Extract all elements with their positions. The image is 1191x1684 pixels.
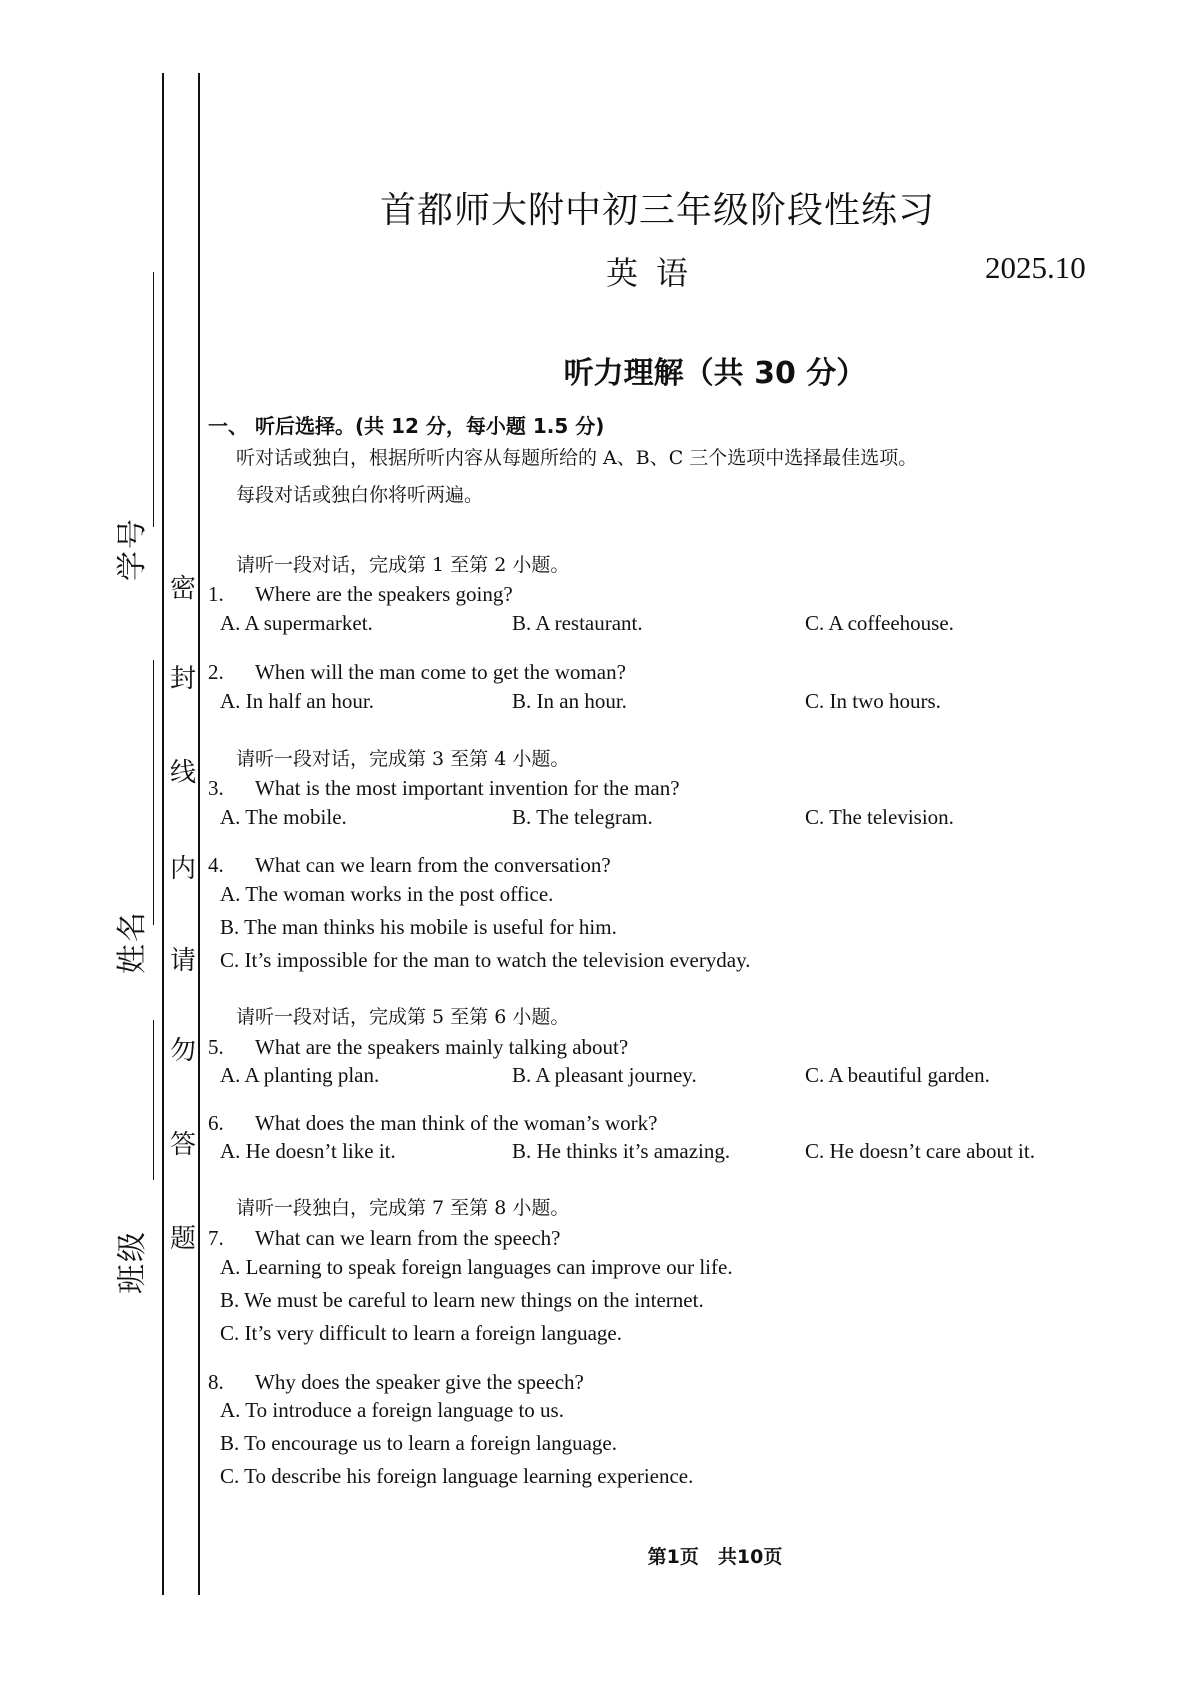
exam-title: 首都师大附中初三年级阶段性练习 <box>380 190 936 231</box>
seal-char: 线 <box>169 758 196 788</box>
instruction-line: 每段对话或独白你将听两遍。 <box>236 484 484 506</box>
question-text: When will the man come to get the woman? <box>255 660 626 684</box>
question-text: What are the speakers mainly talking about? <box>255 1035 629 1059</box>
question-text: What can we learn from the conversation? <box>255 853 611 877</box>
option-c[interactable]: C. A beautiful garden. <box>805 1063 990 1087</box>
seal-char: 题 <box>169 1224 196 1254</box>
option-b[interactable]: B. He thinks it’s amazing. <box>512 1139 731 1163</box>
student-id-underline <box>153 272 154 527</box>
question-number: 6. <box>208 1111 224 1135</box>
exam-date: 2025.10 <box>985 250 1086 285</box>
group-intro: 请听一段对话，完成第 5 至第 6 小题。 <box>236 1006 570 1028</box>
option-c[interactable]: C. He doesn’t care about it. <box>805 1139 1035 1163</box>
question-text: Why does the speaker give the speech? <box>255 1370 584 1394</box>
name-label: 姓名 <box>115 910 150 974</box>
option-a[interactable]: A. The woman works in the post office. <box>220 882 554 906</box>
instruction-line: 听对话或独白，根据所听内容从每题所给的 A、B、C 三个选项中选择最佳选项。 <box>236 447 918 469</box>
page-footer: 第1页 共10页 <box>647 1546 783 1568</box>
seal-char: 密 <box>169 574 196 604</box>
student-id-label: 学号 <box>115 517 150 581</box>
option-a[interactable]: A. Learning to speak foreign languages can improve our life. <box>220 1255 733 1279</box>
seal-char: 封 <box>169 664 196 694</box>
seal-char: 请 <box>169 946 196 976</box>
question-text: What does the man think of the woman’s work? <box>255 1111 658 1135</box>
option-c[interactable]: C. In two hours. <box>805 689 941 713</box>
option-a[interactable]: A. A planting plan. <box>220 1063 380 1087</box>
option-b[interactable]: B. A restaurant. <box>512 611 643 635</box>
question-number: 3. <box>208 776 224 800</box>
name-underline <box>153 660 154 925</box>
option-a[interactable]: A. He doesn’t like it. <box>220 1139 396 1163</box>
question-text: What can we learn from the speech? <box>255 1226 561 1250</box>
option-b[interactable]: B. To encourage us to learn a foreign language. <box>220 1431 618 1455</box>
option-c[interactable]: C. To describe his foreign language learning experience. <box>220 1464 694 1488</box>
group-intro: 请听一段对话，完成第 3 至第 4 小题。 <box>236 748 570 770</box>
option-a[interactable]: A. To introduce a foreign language to us. <box>220 1398 564 1422</box>
class-label: 班级 <box>115 1230 150 1294</box>
group-intro: 请听一段独白，完成第 7 至第 8 小题。 <box>236 1197 570 1219</box>
option-b[interactable]: B. We must be careful to learn new things on the internet. <box>220 1288 704 1312</box>
question-text: Where are the speakers going? <box>255 582 513 606</box>
option-b[interactable]: B. The telegram. <box>512 805 653 829</box>
option-c[interactable]: C. It’s impossible for the man to watch the television everyday. <box>220 948 751 972</box>
question-text: What is the most important invention for the man? <box>255 776 680 800</box>
option-a[interactable]: A. A supermarket. <box>220 611 373 635</box>
question-number: 1. <box>208 582 224 606</box>
section-title: 听力理解（共 30 分） <box>563 356 867 391</box>
option-c[interactable]: C. It’s very difficult to learn a foreign language. <box>220 1321 622 1345</box>
option-a[interactable]: A. The mobile. <box>220 805 347 829</box>
option-c[interactable]: C. The television. <box>805 805 954 829</box>
option-c[interactable]: C. A coffeehouse. <box>805 611 954 635</box>
question-number: 7. <box>208 1226 224 1250</box>
seal-char: 内 <box>169 854 196 884</box>
binding-line-outer <box>162 73 164 1595</box>
group-intro: 请听一段对话，完成第 1 至第 2 小题。 <box>236 554 570 576</box>
class-underline <box>153 1020 154 1180</box>
option-b[interactable]: B. In an hour. <box>512 689 627 713</box>
question-number: 2. <box>208 660 224 684</box>
part-heading: 一、 听后选择。(共 12 分，每小题 1.5 分) <box>208 414 605 438</box>
question-number: 5. <box>208 1035 224 1059</box>
option-a[interactable]: A. In half an hour. <box>220 689 374 713</box>
exam-subject: 英语 <box>606 254 707 292</box>
question-number: 8. <box>208 1370 224 1394</box>
option-b[interactable]: B. A pleasant journey. <box>512 1063 697 1087</box>
seal-char: 勿 <box>169 1036 196 1066</box>
option-b[interactable]: B. The man thinks his mobile is useful for him. <box>220 915 617 939</box>
seal-char: 答 <box>169 1130 196 1160</box>
binding-line-inner <box>198 73 200 1595</box>
question-number: 4. <box>208 853 224 877</box>
